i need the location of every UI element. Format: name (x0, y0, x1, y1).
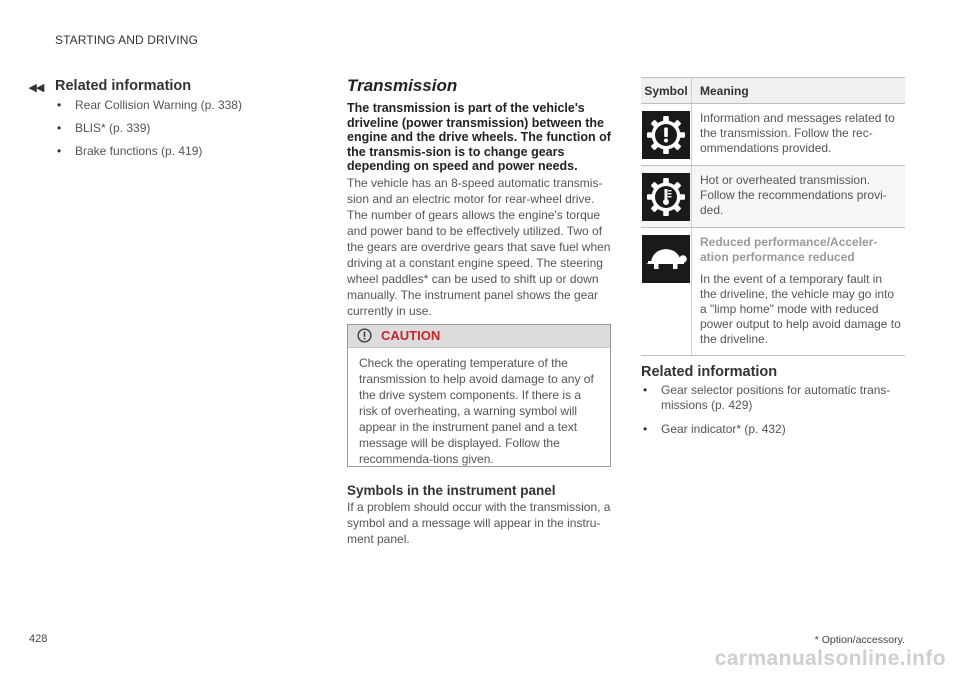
symbol-table (641, 77, 905, 356)
meaning-cell: Hot or overheated transmission. Follow the recommendations provi-ded. (692, 166, 906, 228)
column-header-symbol: Symbol (641, 78, 692, 104)
symbols-section (347, 483, 613, 547)
symbol-cell (641, 228, 692, 356)
related-link-blis[interactable]: • BLIS* (p. 339) (55, 121, 305, 136)
exclamation-circle-icon (357, 328, 372, 343)
page-number: 428 (29, 633, 48, 645)
body-paragraph: The vehicle has an 8-speed automatic transmis-sion and an electric motor for rear-wheel drive. The number of gears allows the engine's torque and power band to be effectively utilized. Two of the gears are overdrive gears that save fuel when driving at a constant engine speed. The steering wheel paddles* can be used to shift up or down manually. The instrument panel shows the gear currently in use. (347, 175, 611, 318)
caution-box (347, 324, 611, 467)
related-list (641, 383, 907, 437)
table-row (641, 104, 905, 166)
caution-text: Check the operating temperature of the transmission to help avoid damage to any of the drive system components. If there is a risk of overheating, a warning symbol will appear in the instrument panel and a text message will be displayed. Follow the recommenda-tions given. (359, 356, 594, 466)
gear-temperature-icon (642, 173, 690, 221)
symbol-cell (641, 166, 692, 228)
caution-header (348, 325, 610, 348)
symbols-heading: Symbols in the instrument panel (347, 483, 556, 498)
middle-column (347, 76, 613, 319)
table-row (641, 228, 905, 356)
related-list (55, 98, 305, 159)
symbol-cell (641, 104, 692, 166)
watermark: carmanualsonline.info (714, 647, 946, 670)
meaning-heading: Reduced performance/Acceler-ation performance reduced (700, 235, 878, 264)
page-title: Transmission (347, 76, 458, 95)
turtle-icon (642, 235, 690, 283)
back-chevron-icon[interactable]: ◂◂ (29, 79, 45, 96)
symbol-table-wrapper (641, 77, 905, 356)
caution-title: CAUTION (381, 328, 441, 343)
related-title: Related information (641, 364, 778, 380)
related-link-gear-selector[interactable]: • Gear selector positions for automatic trans-missions (p. 429) (641, 383, 907, 413)
column-header-meaning: Meaning (692, 78, 906, 104)
symbols-text: If a problem should occur with the transmission, a symbol and a message will appear in the instru-ment panel. (347, 500, 611, 546)
meaning-cell: Information and messages related to the transmission. Follow the rec-ommendations provided. (692, 104, 906, 166)
section-header: STARTING AND DRIVING (55, 33, 198, 47)
table-header-row (641, 78, 905, 104)
related-link-rear-collision[interactable]: • Rear Collision Warning (p. 338) (55, 98, 305, 113)
meaning-cell (692, 228, 906, 356)
related-link-gear-indicator[interactable]: • Gear indicator* (p. 432) (641, 422, 907, 437)
intro-paragraph: The transmission is part of the vehicle's driveline (power transmission) between the engine and the drive wheels. The function of the transmis-sion is to change gears depending on speed and power needs. (347, 101, 611, 173)
gear-warning-icon (642, 111, 690, 159)
related-link-brake-functions[interactable]: • Brake functions (p. 419) (55, 144, 305, 159)
related-title: Related information (55, 78, 192, 94)
left-column (55, 78, 305, 167)
footnote: * Option/accessory. (814, 634, 905, 646)
meaning-text: In the event of a temporary fault in the driveline, the vehicle may go into a "limp home" mode with reduced power output to help avoid damage to the driveline. (700, 272, 901, 346)
table-row (641, 166, 905, 228)
right-related (641, 364, 907, 446)
